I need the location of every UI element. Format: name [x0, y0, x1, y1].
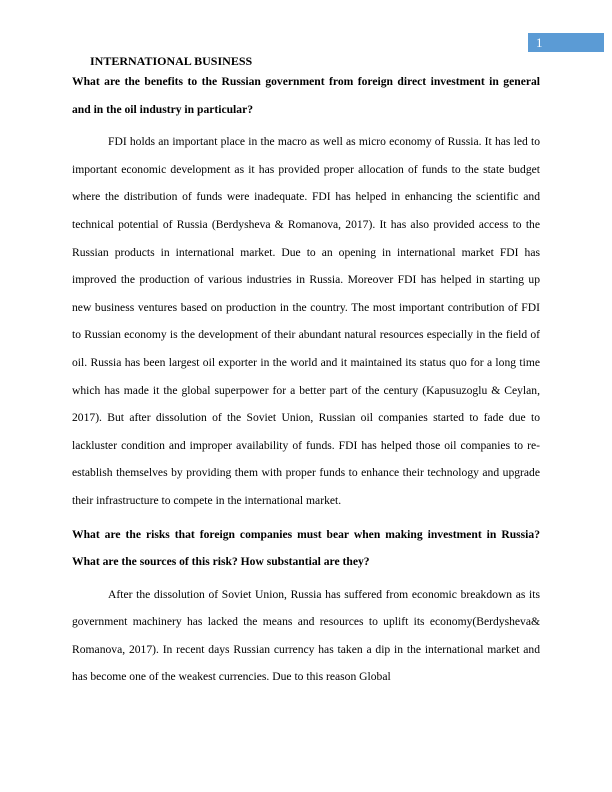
section-2-paragraph: After the dissolution of Soviet Union, Russia has suffered from economic breakdown as its government machinery has lacked the means and resources to uplift its economy(Berdysheva& Romanova, 2017). In recent days Russian currency has taken a dip in the international market and has become one of the weakest currencies. Due to this reason Global: [72, 587, 540, 684]
section-1-question: What are the benefits to the Russian government from foreign direct investment in general and in the oil industry in particular?: [72, 75, 540, 116]
section-2-question: What are the risks that foreign companies must bear when making investment in Russia? What are the sources of this risk? How substantial are they?: [72, 527, 540, 569]
running-head: INTERNATIONAL BUSINESS: [90, 54, 253, 68]
page-number: 1: [536, 35, 543, 50]
section-1-paragraph: FDI holds an important place in the macro as well as micro economy of Russia. It has led to important economic development as it has provided proper allocation of funds to the state budget where the distribution of funds were inadequate. FDI has helped in enhancing the scientific and technical potential of Russia (Berdysheva & Romanova, 2017). It has also provided access to the Russian products in international market. Due to an opening in international market FDI has improved the production of various industries in Russia. Moreover FDI has helped in starting up new business ventures based on production in the country. The most important contribution of FDI to Russian economy is the development of their abundant natural resources especially in the field of oil. Russia has been largest oil exporter in the world and it maintained its status quo for a long time which has made it the global superpower for a better part of the century (Kapusuzoglu & Ceylan, 2017). But after dissolution of the Soviet Union, Russian oil companies started to fade due to lackluster condition and improper availability of funds. FDI has helped those oil companies to re-establish themselves by providing them with proper funds to enhance their technology and upgrade their infrastructure to compete in the international market.: [72, 135, 540, 507]
document-body: [72, 68, 540, 691]
page-number-bar: [528, 33, 604, 52]
